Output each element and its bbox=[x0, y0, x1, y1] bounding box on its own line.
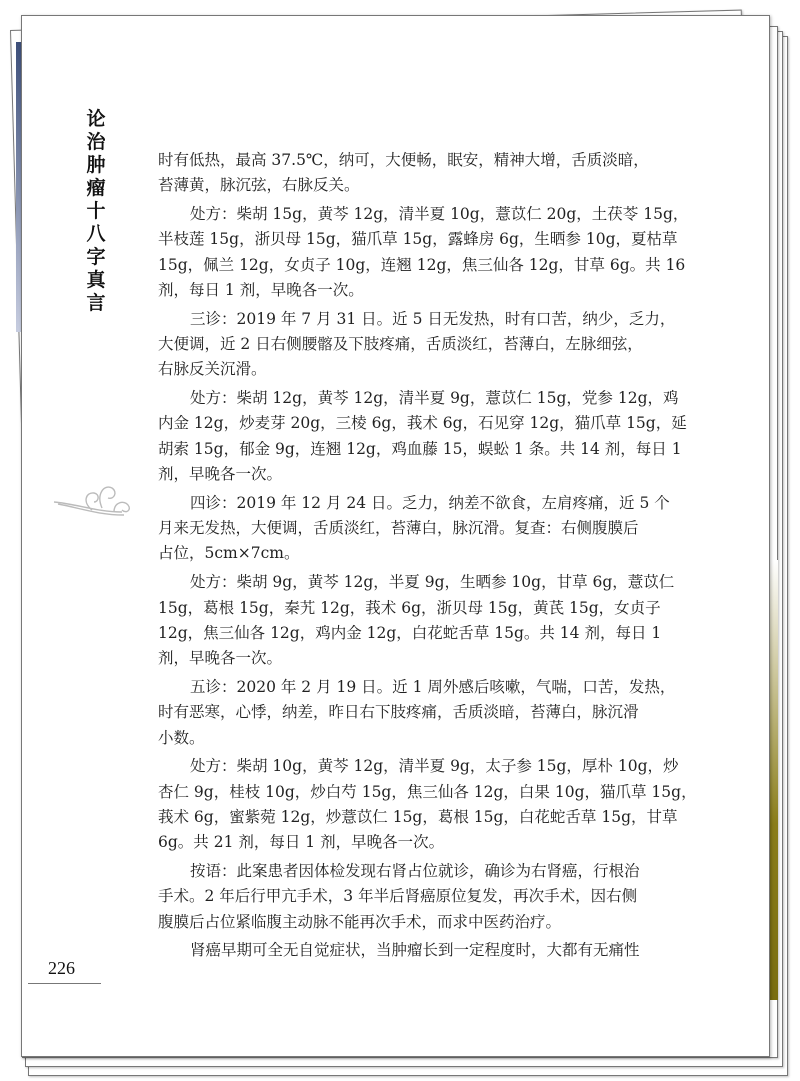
title-char: 言 bbox=[86, 292, 106, 314]
title-char: 十 bbox=[86, 200, 106, 222]
text-line: 四诊：2019 年 12 月 24 日。乏力，纳差不欲食，左肩疼痛，近 5 个 bbox=[190, 493, 670, 512]
text-line: 胡索 15g，郁金 9g，连翘 12g，鸡血藤 15，蜈蚣 1 条。共 14 剂，每日 1 bbox=[158, 439, 682, 458]
page-edge-tab bbox=[770, 560, 778, 1000]
text-line: 12g，焦三仙各 12g，鸡内金 12g，白花蛇舌草 15g。共 14 剂，每日 1 bbox=[158, 623, 662, 642]
paragraph bbox=[158, 754, 697, 855]
paragraph bbox=[158, 148, 649, 199]
text-line: 时有恶寒，心悸，纳差，昨日右下肢疼痛，舌质淡暗，苔薄白，脉沉滑 bbox=[158, 703, 639, 722]
text-line: 处方：柴胡 12g，黄芩 12g，清半夏 9g，薏苡仁 15g，党参 12g，鸡 bbox=[190, 389, 679, 408]
paragraph bbox=[158, 570, 675, 671]
title-char: 瘤 bbox=[86, 177, 106, 199]
page-number-rule bbox=[28, 983, 101, 984]
title-char: 字 bbox=[86, 246, 106, 268]
text-line: 腹膜后占位紧临腹主动脉不能再次手术，而求中医药治疗。 bbox=[158, 912, 562, 931]
text-line: 剂，每日 1 剂，早晚各一次。 bbox=[158, 280, 364, 299]
title-char: 八 bbox=[86, 223, 106, 245]
paragraph bbox=[158, 202, 689, 303]
text-line: 五诊：2020 年 2 月 19 日。近 1 周外感后咳嗽，气喘，口苦，发热， bbox=[190, 677, 676, 696]
text-line: 大便调，近 2 日右侧腰髂及下肢疼痛，舌质淡红，苔薄白，左脉细弦， bbox=[158, 335, 643, 354]
text-line: 手术。2 年后行甲亢手术，3 年半后肾癌原位复发，再次手术，因右侧 bbox=[158, 887, 638, 906]
text-line: 肾癌早期可全无自觉症状，当肿瘤长到一定程度时，大都有无痛性 bbox=[190, 941, 640, 960]
text-line: 半枝莲 15g，浙贝母 15g，猫爪草 15g，露蜂房 6g，生晒参 10g，夏枯草 bbox=[158, 230, 678, 249]
paragraph bbox=[158, 307, 676, 383]
page-number: 226 bbox=[48, 958, 75, 978]
text-line: 处方：柴胡 10g，黄芩 12g，清半夏 9g，太子参 15g，厚朴 10g，炒 bbox=[190, 757, 679, 776]
text-line: 15g，葛根 15g，秦艽 12g，莪术 6g，浙贝母 15g，黄芪 15g，女贞子 bbox=[158, 598, 661, 617]
title-char: 论 bbox=[86, 108, 106, 130]
text-line: 右脉反关沉滑。 bbox=[158, 360, 267, 379]
paragraph bbox=[158, 859, 640, 935]
text-line: 内金 12g，炒麦芽 20g，三棱 6g，莪术 6g，石见穿 12g，猫爪草 15g，延 bbox=[158, 414, 687, 433]
text-line: 小数。 bbox=[158, 728, 205, 747]
text-line: 剂，早晚各一次。 bbox=[158, 465, 283, 484]
text-line: 15g，佩兰 12g，女贞子 10g，连翘 12g，焦三仙各 12g，甘草 6g。共 16 bbox=[158, 255, 686, 274]
paragraph bbox=[158, 491, 670, 567]
text-line: 按语：此案患者因体检发现右肾占位就诊，确诊为右肾癌，行根治 bbox=[190, 862, 640, 881]
text-line: 杏仁 9g，桂枝 10g，炒白芍 15g，焦三仙各 12g，白果 10g，猫爪草 15g， bbox=[158, 782, 697, 801]
body-text bbox=[158, 148, 697, 967]
title-char: 治 bbox=[86, 131, 106, 153]
paragraph bbox=[158, 675, 676, 751]
text-line: 时有低热，最高 37.5℃，纳可，大便畅，眠安，精神大增，舌质淡暗， bbox=[158, 151, 649, 169]
text-line: 剂，早晚各一次。 bbox=[158, 649, 283, 668]
text-line: 占位，5cm×7cm。 bbox=[158, 544, 300, 563]
title-char: 肿 bbox=[86, 154, 106, 176]
text-line: 处方：柴胡 15g，黄芩 12g，清半夏 10g，薏苡仁 20g，土茯苓 15g， bbox=[190, 205, 689, 224]
paragraph bbox=[158, 938, 640, 963]
text-line: 月来无发热，大便调，舌质淡红，苔薄白，脉沉滑。复查：右侧腹膜后 bbox=[158, 519, 639, 538]
cloud-ornament-icon bbox=[52, 480, 142, 520]
paragraph bbox=[158, 386, 687, 487]
book-title-vertical bbox=[86, 108, 106, 315]
text-line: 处方：柴胡 9g，黄芩 12g，半夏 9g，生晒参 10g，甘草 6g，薏苡仁 bbox=[190, 573, 675, 592]
text-line: 三诊：2019 年 7 月 31 日。近 5 日无发热，时有口苦，纳少，乏力， bbox=[190, 309, 676, 328]
text-line: 莪术 6g，蜜紫菀 12g，炒薏苡仁 15g，葛根 15g，白花蛇舌草 15g，甘草 bbox=[158, 807, 678, 826]
text-line: 苔薄黄，脉沉弦，右脉反关。 bbox=[158, 176, 360, 195]
title-char: 真 bbox=[86, 269, 106, 291]
text-line: 6g。共 21 剂，每日 1 剂，早晚各一次。 bbox=[158, 833, 445, 852]
